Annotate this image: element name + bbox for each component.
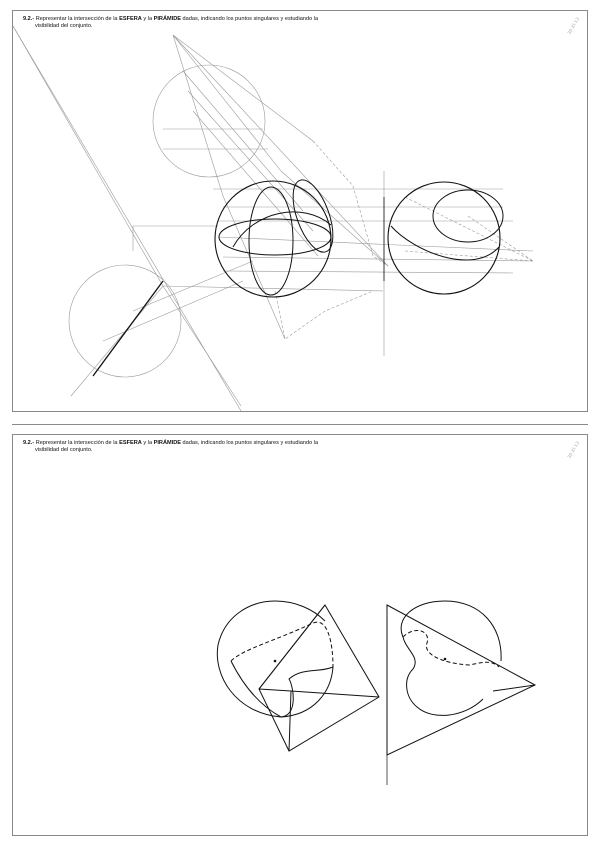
statement-text-c: dadas, indicando los puntos singulares y estudiando la xyxy=(181,16,319,22)
ground-line-left xyxy=(13,26,163,286)
problem-number-2: 9.2.- xyxy=(23,440,35,446)
sphere-front-view xyxy=(215,181,331,297)
lower-slant-1 xyxy=(133,261,253,311)
pyramid-outline-right xyxy=(387,605,535,755)
solution-right-view xyxy=(387,601,535,785)
pyramid-edge-left-3 xyxy=(289,691,291,751)
right-sphere-outline-upper xyxy=(401,601,501,661)
statement2-bold-sphere: ESFERA xyxy=(119,440,142,446)
pyramid-edge-c xyxy=(173,35,313,141)
intersection-visible-left xyxy=(231,661,333,717)
center-mark-right xyxy=(444,658,446,660)
sheet-construction xyxy=(12,10,588,412)
statement2-text-a: Representar la intersección de la xyxy=(35,440,120,446)
sphere-meridian-ellipse xyxy=(249,187,293,295)
intersection-curve-left xyxy=(233,212,331,247)
construction-lines xyxy=(13,26,533,411)
date-stamp-2: 30.XI.13 xyxy=(567,441,582,460)
statement2-bold-pyramid: PIRÁMIDE xyxy=(153,440,181,446)
statement2-text-c: dadas, indicando los puntos singulares y estudiando la xyxy=(181,440,319,446)
aux-triangle xyxy=(71,286,241,406)
statement2-line-2: visibilidad del conjunto. xyxy=(35,447,93,453)
pyramid-edge-left-2 xyxy=(291,691,379,697)
pyramid-edge-f xyxy=(223,196,285,339)
lower-slant-2 xyxy=(103,281,243,341)
solution-drawing xyxy=(13,435,589,837)
pyramid-edge-left-4 xyxy=(259,689,291,691)
statement-text-a: Representar la intersección de la xyxy=(35,16,120,22)
intersection-curve-right xyxy=(391,226,499,260)
bold-edge-left xyxy=(93,281,163,376)
construction-drawing xyxy=(13,11,589,413)
proj-line-6 xyxy=(223,271,513,273)
right-sphere-outline-lower xyxy=(403,637,483,715)
pyramid-edge-d xyxy=(173,35,388,266)
statement2-text-b: y la xyxy=(141,440,154,446)
hidden-edge-left xyxy=(313,141,388,266)
center-mark-left xyxy=(274,660,276,662)
hidden-edge-right-1 xyxy=(405,197,533,261)
solution-left-view xyxy=(217,601,379,751)
statement-line-2: visibilidad del conjunto. xyxy=(35,23,93,29)
statement-text-b: y la xyxy=(141,16,154,22)
intersection-hidden-right xyxy=(403,630,499,667)
pyramid-edge-b xyxy=(173,35,223,196)
proj-line-4 xyxy=(218,237,533,251)
sheet-divider xyxy=(12,424,588,425)
pyramid-outline-left xyxy=(259,605,379,751)
statement-bold-pyramid: PIRÁMIDE xyxy=(153,16,181,22)
proj-line-7 xyxy=(163,286,383,291)
upper-aux-circle xyxy=(153,65,265,177)
date-stamp: 30.XI.13 xyxy=(567,17,582,36)
sphere-equator-ellipse xyxy=(219,219,331,255)
sheet-solution xyxy=(12,434,588,836)
statement-bold-sphere: ESFERA xyxy=(119,16,142,22)
problem-number: 9.2.- xyxy=(23,16,35,22)
hidden-base-left xyxy=(275,291,373,339)
